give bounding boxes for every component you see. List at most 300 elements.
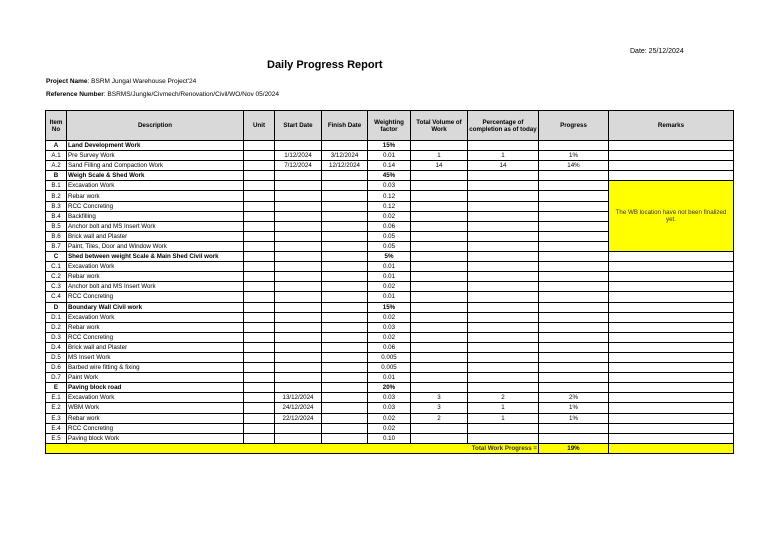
cell-progress bbox=[539, 211, 609, 221]
cell-unit bbox=[244, 231, 275, 241]
cell-total-volume bbox=[411, 282, 468, 292]
cell-item-no: D.1 bbox=[46, 312, 67, 322]
cell-unit bbox=[244, 171, 275, 181]
cell-start-date bbox=[275, 252, 322, 262]
cell-total-volume: 3 bbox=[411, 393, 468, 403]
cell-unit bbox=[244, 191, 275, 201]
cell-unit bbox=[244, 433, 275, 443]
cell-weighting: 0.03 bbox=[368, 403, 411, 413]
cell-unit bbox=[244, 413, 275, 423]
cell-finish-date: 3/12/2024 bbox=[322, 151, 368, 161]
cell-weighting: 0.005 bbox=[368, 363, 411, 373]
header-unit: Unit bbox=[244, 111, 275, 141]
cell-item-no: E.1 bbox=[46, 393, 67, 403]
cell-unit bbox=[244, 332, 275, 342]
cell-unit bbox=[244, 141, 275, 151]
cell-description: Excavation Work bbox=[67, 393, 244, 403]
cell-item-no: B.6 bbox=[46, 231, 67, 241]
table-row bbox=[46, 363, 734, 373]
cell-finish-date bbox=[322, 292, 368, 302]
cell-total-volume bbox=[411, 332, 468, 342]
cell-unit bbox=[244, 322, 275, 332]
header-description: Description bbox=[67, 111, 244, 141]
cell-total-volume bbox=[411, 312, 468, 322]
cell-progress bbox=[539, 231, 609, 241]
cell-start-date bbox=[275, 312, 322, 322]
section-row bbox=[46, 302, 734, 312]
cell-progress bbox=[539, 292, 609, 302]
cell-total-volume bbox=[411, 363, 468, 373]
cell-description: Paving block Work bbox=[67, 433, 244, 443]
cell-total-volume bbox=[411, 211, 468, 221]
cell-weighting: 0.05 bbox=[368, 241, 411, 251]
cell-item-no: D.2 bbox=[46, 322, 67, 332]
cell-item-no: B.3 bbox=[46, 201, 67, 211]
cell-total-volume bbox=[411, 201, 468, 211]
table-row bbox=[46, 292, 734, 302]
total-row bbox=[46, 443, 734, 453]
cell-progress bbox=[539, 282, 609, 292]
cell-total-volume: 14 bbox=[411, 161, 468, 171]
cell-remarks bbox=[609, 282, 734, 292]
cell-item-no: E bbox=[46, 383, 67, 393]
cell-progress bbox=[539, 352, 609, 362]
cell-weighting: 0.06 bbox=[368, 342, 411, 352]
cell-total-volume bbox=[411, 191, 468, 201]
cell-finish-date bbox=[322, 393, 368, 403]
table-row bbox=[46, 312, 734, 322]
cell-start-date bbox=[275, 262, 322, 272]
cell-remarks bbox=[609, 342, 734, 352]
cell-percentage bbox=[468, 373, 539, 383]
cell-weighting: 45% bbox=[368, 171, 411, 181]
table-row bbox=[46, 433, 734, 443]
header-item-no: Item No bbox=[46, 111, 67, 141]
table-row bbox=[46, 282, 734, 292]
cell-progress bbox=[539, 221, 609, 231]
cell-progress bbox=[539, 241, 609, 251]
cell-start-date bbox=[275, 191, 322, 201]
cell-percentage bbox=[468, 282, 539, 292]
cell-description: WBM Work bbox=[67, 403, 244, 413]
table-row bbox=[46, 413, 734, 423]
cell-remarks bbox=[609, 161, 734, 171]
cell-item-no: C bbox=[46, 252, 67, 262]
cell-total-volume bbox=[411, 292, 468, 302]
cell-finish-date bbox=[322, 282, 368, 292]
cell-description: Land Development Work bbox=[67, 141, 244, 151]
cell-total-volume bbox=[411, 352, 468, 362]
cell-finish-date: 12/12/2024 bbox=[322, 161, 368, 171]
cell-finish-date bbox=[322, 352, 368, 362]
cell-description: Sand Filling and Compaction Work bbox=[67, 161, 244, 171]
cell-description: Brick wall and Plaster bbox=[67, 342, 244, 352]
cell-start-date: 7/12/2024 bbox=[275, 161, 322, 171]
cell-progress bbox=[539, 322, 609, 332]
cell-progress bbox=[539, 201, 609, 211]
cell-percentage bbox=[468, 191, 539, 201]
cell-remarks bbox=[609, 252, 734, 262]
cell-description: RCC Concreting bbox=[67, 332, 244, 342]
cell-start-date: 22/12/2024 bbox=[275, 413, 322, 423]
cell-finish-date bbox=[322, 262, 368, 272]
cell-finish-date bbox=[322, 363, 368, 373]
cell-description: Paint, Tiles, Door and Window Work bbox=[67, 241, 244, 251]
cell-progress: 1% bbox=[539, 403, 609, 413]
section-row bbox=[46, 383, 734, 393]
cell-unit bbox=[244, 151, 275, 161]
cell-unit bbox=[244, 292, 275, 302]
cell-item-no: B.7 bbox=[46, 241, 67, 251]
project-name bbox=[46, 78, 196, 85]
cell-start-date bbox=[275, 241, 322, 251]
cell-description: Barbed wire fitting & fixing bbox=[67, 363, 244, 373]
table-row bbox=[46, 161, 734, 171]
table-header-row bbox=[46, 111, 734, 141]
cell-finish-date bbox=[322, 322, 368, 332]
cell-unit bbox=[244, 403, 275, 413]
cell-unit bbox=[244, 221, 275, 231]
cell-progress: 1% bbox=[539, 413, 609, 423]
cell-finish-date bbox=[322, 201, 368, 211]
cell-total-volume bbox=[411, 141, 468, 151]
cell-description: RCC Concreting bbox=[67, 292, 244, 302]
table-row bbox=[46, 322, 734, 332]
cell-remarks bbox=[609, 423, 734, 433]
cell-total-volume bbox=[411, 433, 468, 443]
cell-description: Excavation Work bbox=[67, 262, 244, 272]
cell-description: Paving block road bbox=[67, 383, 244, 393]
cell-percentage bbox=[468, 292, 539, 302]
cell-description: Brick wall and Plaster bbox=[67, 231, 244, 241]
cell-remarks bbox=[609, 322, 734, 332]
cell-remarks bbox=[609, 403, 734, 413]
table-row bbox=[46, 332, 734, 342]
cell-percentage bbox=[468, 262, 539, 272]
cell-finish-date bbox=[322, 272, 368, 282]
cell-progress bbox=[539, 171, 609, 181]
cell-description: Anchor bolt and MS Insert Work bbox=[67, 221, 244, 231]
cell-finish-date bbox=[322, 221, 368, 231]
table-row bbox=[46, 352, 734, 362]
cell-remarks bbox=[609, 272, 734, 282]
cell-unit bbox=[244, 423, 275, 433]
cell-item-no: C.4 bbox=[46, 292, 67, 302]
cell-weighting: 0.03 bbox=[368, 181, 411, 191]
cell-start-date bbox=[275, 221, 322, 231]
cell-item-no: B bbox=[46, 171, 67, 181]
cell-finish-date bbox=[322, 423, 368, 433]
cell-finish-date bbox=[322, 231, 368, 241]
cell-weighting: 0.02 bbox=[368, 211, 411, 221]
cell-remarks bbox=[609, 413, 734, 423]
cell-progress bbox=[539, 252, 609, 262]
cell-percentage: 1 bbox=[468, 403, 539, 413]
cell-item-no: B.2 bbox=[46, 191, 67, 201]
cell-weighting: 0.01 bbox=[368, 292, 411, 302]
header-finish-date: Finish Date bbox=[322, 111, 368, 141]
cell-percentage bbox=[468, 241, 539, 251]
cell-percentage bbox=[468, 383, 539, 393]
cell-item-no: B.4 bbox=[46, 211, 67, 221]
cell-start-date bbox=[275, 171, 322, 181]
header-start-date: Start Date bbox=[275, 111, 322, 141]
cell-total-volume bbox=[411, 241, 468, 251]
cell-item-no: C.1 bbox=[46, 262, 67, 272]
cell-percentage: 1 bbox=[468, 413, 539, 423]
cell-total-volume bbox=[411, 252, 468, 262]
cell-weighting: 0.02 bbox=[368, 332, 411, 342]
cell-item-no: E.2 bbox=[46, 403, 67, 413]
cell-percentage bbox=[468, 423, 539, 433]
cell-item-no: C.3 bbox=[46, 282, 67, 292]
cell-percentage bbox=[468, 322, 539, 332]
cell-remarks bbox=[609, 292, 734, 302]
cell-finish-date bbox=[322, 181, 368, 191]
report-title: Daily Progress Report bbox=[267, 59, 383, 71]
cell-start-date bbox=[275, 332, 322, 342]
project-name-value: : BSRM Jungal Warehouse Project'24 bbox=[87, 78, 197, 85]
cell-finish-date bbox=[322, 413, 368, 423]
cell-weighting: 0.03 bbox=[368, 393, 411, 403]
cell-unit bbox=[244, 272, 275, 282]
reference-number bbox=[46, 91, 279, 98]
cell-percentage bbox=[468, 211, 539, 221]
cell-progress bbox=[539, 433, 609, 443]
cell-description: Rebar work bbox=[67, 272, 244, 282]
cell-weighting: 0.01 bbox=[368, 272, 411, 282]
cell-start-date bbox=[275, 272, 322, 282]
cell-start-date bbox=[275, 342, 322, 352]
table-row bbox=[46, 272, 734, 282]
cell-unit bbox=[244, 383, 275, 393]
cell-finish-date bbox=[322, 302, 368, 312]
cell-description: Paint Work bbox=[67, 373, 244, 383]
cell-item-no: A.2 bbox=[46, 161, 67, 171]
section-row bbox=[46, 171, 734, 181]
cell-percentage bbox=[468, 312, 539, 322]
cell-description: Shed between weight Scale & Main Shed Civil work bbox=[67, 252, 244, 262]
cell-description: Rebar work bbox=[67, 322, 244, 332]
cell-item-no: C.2 bbox=[46, 272, 67, 282]
cell-progress: 2% bbox=[539, 393, 609, 403]
cell-description: Pre Survey Work bbox=[67, 151, 244, 161]
cell-percentage: 2 bbox=[468, 393, 539, 403]
cell-start-date bbox=[275, 141, 322, 151]
cell-percentage bbox=[468, 363, 539, 373]
cell-start-date: 13/12/2024 bbox=[275, 393, 322, 403]
cell-percentage bbox=[468, 302, 539, 312]
cell-weighting: 0.02 bbox=[368, 423, 411, 433]
cell-weighting: 20% bbox=[368, 383, 411, 393]
cell-progress bbox=[539, 423, 609, 433]
cell-start-date bbox=[275, 231, 322, 241]
cell-finish-date bbox=[322, 373, 368, 383]
header-remarks: Remarks bbox=[609, 111, 734, 141]
cell-weighting: 15% bbox=[368, 302, 411, 312]
table-row bbox=[46, 181, 734, 191]
cell-progress bbox=[539, 141, 609, 151]
section-row bbox=[46, 141, 734, 151]
header-percentage: Percentage of completion as of today bbox=[468, 111, 539, 141]
cell-start-date bbox=[275, 292, 322, 302]
cell-unit bbox=[244, 201, 275, 211]
cell-unit bbox=[244, 211, 275, 221]
table-row bbox=[46, 373, 734, 383]
cell-start-date bbox=[275, 201, 322, 211]
cell-start-date bbox=[275, 383, 322, 393]
cell-remarks bbox=[609, 363, 734, 373]
cell-weighting: 0.01 bbox=[368, 373, 411, 383]
cell-progress: 1% bbox=[539, 151, 609, 161]
cell-weighting: 0.12 bbox=[368, 191, 411, 201]
cell-description: MS Insert Work bbox=[67, 352, 244, 362]
cell-weighting: 0.02 bbox=[368, 312, 411, 322]
cell-finish-date bbox=[322, 403, 368, 413]
cell-unit bbox=[244, 252, 275, 262]
project-name-label: Project Name bbox=[46, 78, 88, 85]
cell-unit bbox=[244, 363, 275, 373]
cell-weighting: 0.14 bbox=[368, 161, 411, 171]
cell-weighting: 0.03 bbox=[368, 322, 411, 332]
reference-number-label: Reference Number bbox=[46, 91, 104, 98]
header-total-volume: Total Volume of Work bbox=[411, 111, 468, 141]
cell-unit bbox=[244, 352, 275, 362]
cell-item-no: E.5 bbox=[46, 433, 67, 443]
cell-percentage bbox=[468, 141, 539, 151]
cell-percentage bbox=[468, 332, 539, 342]
cell-start-date: 1/12/2024 bbox=[275, 151, 322, 161]
cell-start-date bbox=[275, 322, 322, 332]
cell-item-no: A.1 bbox=[46, 151, 67, 161]
cell-progress bbox=[539, 332, 609, 342]
cell-progress bbox=[539, 363, 609, 373]
cell-percentage bbox=[468, 221, 539, 231]
cell-percentage bbox=[468, 181, 539, 191]
cell-unit bbox=[244, 161, 275, 171]
cell-finish-date bbox=[322, 342, 368, 352]
cell-weighting: 0.02 bbox=[368, 413, 411, 423]
cell-finish-date bbox=[322, 211, 368, 221]
cell-start-date bbox=[275, 211, 322, 221]
cell-total-volume bbox=[411, 342, 468, 352]
cell-description: Weigh Scale & Shed Work bbox=[67, 171, 244, 181]
cell-total-volume bbox=[411, 262, 468, 272]
cell-description: Excavation Work bbox=[67, 181, 244, 191]
table-row bbox=[46, 342, 734, 352]
cell-finish-date bbox=[322, 191, 368, 201]
cell-total-volume bbox=[411, 171, 468, 181]
cell-start-date bbox=[275, 433, 322, 443]
cell-unit bbox=[244, 302, 275, 312]
cell-start-date bbox=[275, 423, 322, 433]
cell-weighting: 0.05 bbox=[368, 231, 411, 241]
cell-item-no: E.3 bbox=[46, 413, 67, 423]
cell-percentage bbox=[468, 342, 539, 352]
cell-weighting: 0.12 bbox=[368, 201, 411, 211]
cell-unit bbox=[244, 373, 275, 383]
cell-remarks bbox=[609, 393, 734, 403]
section-row bbox=[46, 252, 734, 262]
cell-remarks bbox=[609, 141, 734, 151]
cell-weighting: 5% bbox=[368, 252, 411, 262]
progress-table bbox=[45, 110, 734, 454]
reference-number-value: : BSRMS/Jungle/Civmech/Renovation/Civil/WO/Nov 05/2024 bbox=[103, 91, 280, 98]
cell-percentage bbox=[468, 201, 539, 211]
cell-start-date bbox=[275, 181, 322, 191]
cell-progress bbox=[539, 373, 609, 383]
total-label: Total Work Progress = bbox=[46, 443, 539, 453]
cell-remarks bbox=[609, 332, 734, 342]
cell-item-no: D bbox=[46, 302, 67, 312]
cell-percentage: 1 bbox=[468, 151, 539, 161]
cell-finish-date bbox=[322, 141, 368, 151]
cell-start-date bbox=[275, 352, 322, 362]
cell-start-date: 24/12/2024 bbox=[275, 403, 322, 413]
cell-total-volume bbox=[411, 302, 468, 312]
cell-remarks bbox=[609, 352, 734, 362]
cell-remarks bbox=[609, 262, 734, 272]
cell-description: RCC Concreting bbox=[67, 423, 244, 433]
cell-finish-date bbox=[322, 171, 368, 181]
cell-progress bbox=[539, 191, 609, 201]
cell-total-volume bbox=[411, 322, 468, 332]
cell-item-no: D.4 bbox=[46, 342, 67, 352]
cell-progress bbox=[539, 181, 609, 191]
cell-total-volume: 2 bbox=[411, 413, 468, 423]
cell-percentage bbox=[468, 433, 539, 443]
cell-start-date bbox=[275, 302, 322, 312]
table-row bbox=[46, 393, 734, 403]
cell-weighting: 0.005 bbox=[368, 352, 411, 362]
total-remarks-cell bbox=[609, 443, 734, 453]
cell-total-volume bbox=[411, 231, 468, 241]
cell-percentage bbox=[468, 272, 539, 282]
cell-weighting: 0.01 bbox=[368, 262, 411, 272]
total-value: 19% bbox=[539, 443, 609, 453]
cell-percentage bbox=[468, 171, 539, 181]
cell-item-no: D.5 bbox=[46, 352, 67, 362]
cell-remarks bbox=[609, 373, 734, 383]
cell-unit bbox=[244, 393, 275, 403]
cell-start-date bbox=[275, 282, 322, 292]
table-row bbox=[46, 403, 734, 413]
cell-progress bbox=[539, 312, 609, 322]
report-date: Date: 25/12/2024 bbox=[630, 48, 684, 55]
cell-description: Rebar work bbox=[67, 413, 244, 423]
cell-remarks bbox=[609, 302, 734, 312]
cell-total-volume bbox=[411, 423, 468, 433]
cell-unit bbox=[244, 312, 275, 322]
cell-remarks bbox=[609, 312, 734, 322]
cell-percentage bbox=[468, 252, 539, 262]
cell-item-no: A bbox=[46, 141, 67, 151]
cell-percentage bbox=[468, 231, 539, 241]
cell-weighting: 0.01 bbox=[368, 151, 411, 161]
cell-unit bbox=[244, 241, 275, 251]
cell-item-no: D.6 bbox=[46, 363, 67, 373]
cell-remarks bbox=[609, 151, 734, 161]
cell-finish-date bbox=[322, 312, 368, 322]
cell-description: Backfilling bbox=[67, 211, 244, 221]
remark-weigh-scale: The WB location have not been finalized yet. bbox=[609, 181, 734, 252]
cell-description: Boundary Wall Civil work bbox=[67, 302, 244, 312]
cell-remarks bbox=[609, 433, 734, 443]
cell-percentage bbox=[468, 352, 539, 362]
cell-description: Excavation Work bbox=[67, 312, 244, 322]
cell-total-volume: 1 bbox=[411, 151, 468, 161]
cell-finish-date bbox=[322, 332, 368, 342]
